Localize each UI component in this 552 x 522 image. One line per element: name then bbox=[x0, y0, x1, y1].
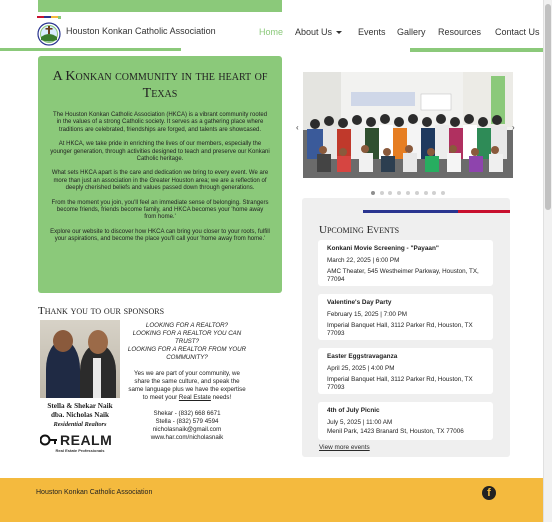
event-card[interactable] bbox=[318, 348, 493, 394]
site-title[interactable]: Houston Konkan Catholic Association bbox=[66, 26, 216, 36]
sponsor-body-text: Yes we are part of your community, we share the same culture, and speak the same language plus we have the expertise to meet your bbox=[128, 370, 246, 401]
realm-logo bbox=[38, 432, 122, 452]
sponsor-website: www.har.com/nicholasnaik bbox=[150, 434, 224, 441]
carousel-prev-button[interactable]: ‹ bbox=[296, 123, 299, 132]
header-accent-line bbox=[0, 48, 181, 51]
sponsor-line-2: LOOKING FOR A REALTOR YOU CAN TRUST? bbox=[132, 330, 242, 345]
events-heading: Upcoming Events bbox=[319, 224, 400, 236]
carousel-dot[interactable] bbox=[397, 191, 401, 195]
footer-title: Houston Konkan Catholic Association bbox=[36, 489, 153, 496]
nav-about-label: About Us bbox=[295, 27, 333, 37]
event-date: February 15, 2025 | 7:00 PM bbox=[327, 311, 408, 318]
intro-heading: A Konkan community in the heart of Texas bbox=[52, 69, 268, 101]
sponsors-heading: Thank you to our sponsors bbox=[38, 305, 165, 317]
site-footer bbox=[0, 478, 543, 522]
event-venue: AMC Theater, 545 Westheimer Parkway, Houston, TX, 77094 bbox=[327, 268, 479, 283]
intro-paragraph-2: At HKCA, we take pride in enriching the lives of our members, especially the younger generation, through activities designed to teach and preserve our Konkani Catholic heritage. bbox=[50, 141, 270, 163]
header-accent-bar-right bbox=[410, 48, 543, 52]
sponsor-dba: dba. Nicholas Naik bbox=[50, 411, 110, 419]
nav-home[interactable]: Home bbox=[259, 27, 284, 37]
carousel-dot[interactable] bbox=[441, 191, 445, 195]
scrollbar-thumb[interactable] bbox=[545, 4, 551, 210]
intro-panel bbox=[38, 56, 282, 293]
realm-key-icon bbox=[40, 433, 58, 447]
nav-about-us[interactable] bbox=[295, 27, 342, 37]
sponsor-photo bbox=[40, 320, 120, 398]
intro-paragraph-1: The Houston Konkan Catholic Association (HKCA) is a vibrant community rooted in the values of a strong Catholic society. It serves as a gathering place where traditions are celebrated, friendships are forged, and talents are showcased. bbox=[52, 112, 268, 133]
sponsor-text bbox=[126, 322, 248, 442]
event-title[interactable]: Konkani Movie Screening - "Payaan" bbox=[327, 245, 439, 252]
event-venue: Menil Park, 1423 Branard St, Houston, TX 77006 bbox=[327, 428, 464, 435]
realm-subtitle: Real Estate Professionals bbox=[55, 448, 105, 453]
sponsor-body-end: needs! bbox=[212, 394, 232, 401]
carousel-dot[interactable] bbox=[371, 191, 375, 195]
event-card[interactable] bbox=[318, 402, 493, 440]
site-header bbox=[0, 0, 543, 52]
site-logo-icon[interactable] bbox=[36, 16, 62, 46]
realm-word: REALM bbox=[60, 432, 113, 448]
sponsor-caption bbox=[38, 402, 122, 429]
facebook-icon[interactable]: f bbox=[482, 486, 496, 500]
carousel-dot[interactable] bbox=[406, 191, 410, 195]
event-venue: Imperial Banquet Hall, 3112 Parker Rd, Houston, TX 77093 bbox=[327, 322, 473, 337]
event-title[interactable]: Valentine's Day Party bbox=[327, 299, 392, 306]
nav-events[interactable]: Events bbox=[358, 27, 386, 37]
sponsor-email: nicholasnaik@gmail.com bbox=[152, 426, 222, 433]
nav-gallery[interactable]: Gallery bbox=[397, 27, 426, 37]
sponsor-ad-image[interactable] bbox=[38, 320, 122, 452]
sponsor-names: Stella & Shekar Naik bbox=[47, 402, 113, 410]
chevron-down-icon bbox=[336, 31, 342, 34]
event-date: July 5, 2025 | 11:00 AM bbox=[327, 419, 393, 426]
carousel-dot[interactable] bbox=[415, 191, 419, 195]
sponsor-body bbox=[126, 370, 248, 402]
event-date: March 22, 2025 | 6:00 PM bbox=[327, 257, 400, 264]
photo-carousel bbox=[296, 66, 520, 191]
event-card[interactable] bbox=[318, 294, 493, 340]
event-date: April 25, 2025 | 4:00 PM bbox=[327, 365, 395, 372]
sponsor-role: Residential Realtors bbox=[53, 421, 107, 428]
view-more-events-link[interactable]: View more events bbox=[319, 444, 370, 451]
carousel-next-button[interactable]: › bbox=[512, 123, 515, 132]
nav-resources[interactable]: Resources bbox=[438, 27, 482, 37]
intro-paragraph-4: From the moment you join, you'll feel an immediate sense of belonging. Strangers become friends, friends become family, and HKCA becomes your 'home away from home.' bbox=[51, 199, 269, 221]
header-accent-bar bbox=[38, 0, 282, 12]
carousel-dot[interactable] bbox=[380, 191, 384, 195]
carousel-dot[interactable] bbox=[424, 191, 428, 195]
carousel-slide-image[interactable] bbox=[303, 72, 513, 178]
sponsor-line-1: LOOKING FOR A REALTOR? bbox=[145, 322, 229, 329]
intro-paragraph-5: Explore our website to discover how HKCA can bring you closer to your roots, fulfill your aspirations, and become the place you'll call your 'home away from home.' bbox=[50, 228, 270, 243]
sponsor-line-3: LOOKING FOR A REALTOR FROM YOUR COMMUNITY? bbox=[127, 346, 247, 361]
event-venue: Imperial Banquet Hall, 3112 Parker Rd, Houston, TX 77093 bbox=[327, 376, 473, 391]
nav-contact-us[interactable]: Contact Us bbox=[495, 27, 540, 37]
page-scrollbar[interactable] bbox=[543, 0, 552, 522]
sponsor-contact-stella: Stella - (832) 579 4594 bbox=[155, 418, 219, 425]
event-title[interactable]: Easter Eggstravaganza bbox=[327, 353, 398, 360]
intro-paragraph-3: What sets HKCA apart is the care and dedication we bring to every event. We are more than just an association in the Greater Houston area; we are a reflection of deeply cherished beliefs and values passed down through generations. bbox=[51, 170, 269, 192]
carousel-dot[interactable] bbox=[388, 191, 392, 195]
event-card[interactable] bbox=[318, 240, 493, 286]
carousel-dot[interactable] bbox=[432, 191, 436, 195]
upcoming-events-panel bbox=[302, 198, 510, 457]
events-accent-stripes bbox=[363, 210, 510, 214]
real-estate-link[interactable]: Real Estate bbox=[178, 394, 211, 401]
sponsor-contact-shekar: Shekar - (832) 668 6671 bbox=[153, 410, 221, 417]
event-title[interactable]: 4th of July Picnic bbox=[327, 407, 380, 414]
